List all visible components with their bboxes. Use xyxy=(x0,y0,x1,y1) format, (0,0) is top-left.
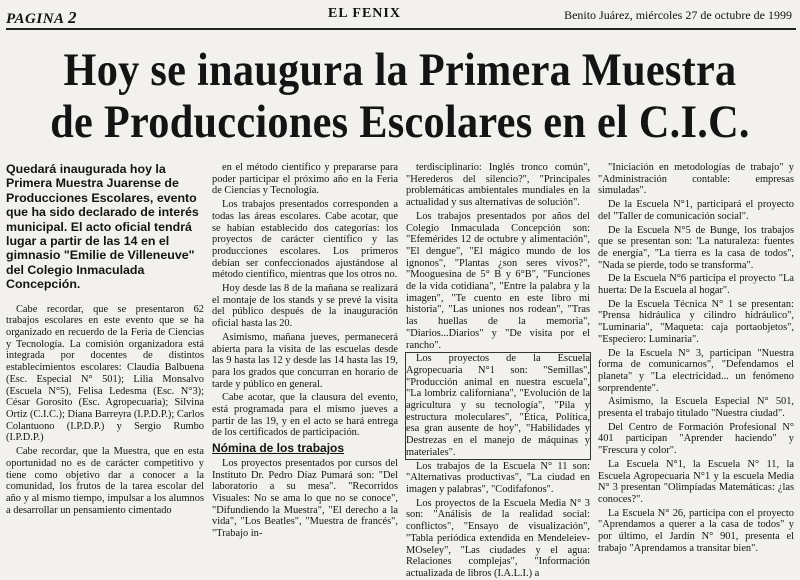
article-column-3 xyxy=(406,162,590,579)
article-column-4 xyxy=(598,162,794,554)
page-label-text: PAGINA xyxy=(6,11,64,27)
paragraph: Hoy desde las 8 de la mañana se realizará el montaje de los stands y se prevé la visita del público después de la inauguración oficial hasta las 20. xyxy=(212,283,398,330)
paragraph: Del Centro de Formación Profesional N° 401 participan "Aprender haciendo" y "Frescura y color". xyxy=(598,421,794,457)
paragraph: Cabe recordar, que la Muestra, que en esta oportunidad no es de carácter competitivo y tiene como objetivo dar a conocer a la comunidad, los frutos de la tarea escolar del año y al mismo tiempo, impulsar a los alumnos a desarrollar un pensamiento cimentado xyxy=(6,446,204,516)
paragraph: La Escuela N°1, la Escuela N° 11, la Escuela Agropecuaria N°1 y la escuela Media N° 3 presentan "Olimpíadas Matemáticas: ¿las conoces?". xyxy=(598,458,794,505)
paragraph: Los trabajos presentados corresponden a todas las áreas escolares. Cabe acotar, que se habían establecido dos categorías: los proyectos de carácter científico y las producciones escolares. Los primeros debían ser confeccionados ajustándose al método científico, mientras que los otros no. xyxy=(212,199,398,281)
article-column-1 xyxy=(6,162,204,516)
headline xyxy=(0,44,800,148)
section-subhead-text: Nómina de los trabajos xyxy=(212,441,345,456)
paragraph: Cabe acotar, que la clausura del evento, está programada para el mismo jueves a partir de las 19, y en el acto se hará entrega de los certificados de participación. xyxy=(212,392,398,439)
dateline: Benito Juárez, miércoles 27 de octubre de 1999 xyxy=(564,8,792,22)
paragraph: Los proyectos de la Escuela Agropecuaria N°1 son: "Semillas", "Producción animal en nuestra escuela", "La lombriz californiana", "Evolución de la agricultura y su tecnología", "Pila y estructura moleculares", "Ética, Política, esa gran ausente de hoy", "Habilidades y Destrezas en el manejo de máquinas y materiales". xyxy=(406,353,590,458)
paragraph: De la Escuela N° 3, participan "Nuestra forma de comunicarnos", "Defendamos el planeta" y "La electricidad... un fenómeno sorprendente". xyxy=(598,347,794,394)
paragraph: Los proyectos presentados por cursos del Instituto Dr. Pedro Díaz Pumará son: "Del laboratorio a su mesa". "Recorridos Visuales: No se ama lo que no se conoce", "Difundiendo la Muestra", "El derecho a la vida", "Los Beatles", "Muestra de francés", "Trabajo in- xyxy=(212,457,398,540)
headline-line-2: de Producciones Escolares en el C.I.C. xyxy=(50,96,750,148)
paragraph: Los proyectos de la Escuela Media N° 3 son: "Análisis de la realidad social: conflictos", "Ensayo de visualización", "Tabla periódica extendida en Mendeleiev-MOseley", "Las ciudades y el agua: Relaciones complejas", "Información actualizada de libros (I.A.L.I.) a xyxy=(406,497,590,579)
paragraph: "Iniciación en metodologías de trabajo" y "Administración contable: empresas simuladas". xyxy=(598,162,794,197)
page-label xyxy=(6,8,77,28)
paragraph: en el método científico y prepararse para poder participar el próximo año en la Feria de Ciencias y Tecnología. xyxy=(212,162,398,197)
newspaper-name: EL FENIX xyxy=(328,6,401,21)
masthead-rule xyxy=(6,28,796,30)
paragraph: terdisciplinario: Inglés tronco común", "Herederos del silencio?", "Principales problemáticas ambientales mundiales en la actualidad y sus alternativas de solución". xyxy=(406,162,590,209)
paragraph: Cabe recordar, que se presentaron 62 trabajos escolares en este evento que se ha organizado en recuerdo de la Feria de Ciencias y Tecnología. La comisión organizadora está integrada por docentes de distintos establecimientos escolares: Claudia Balbuena (Esc. Especial N° 501); Lilia Monsalvo (Escuela N°5), Felisa Ledesma (Esc. N°3); César Gorosito (Esc. Agropecuaria); Silvina Ortiz (C.I.C.); Diana Barreyra (I.P.D.P.); Carlos Colantuono (I.P.D.P.) y Sergio Rumbo (I.P.D.P.) xyxy=(6,303,204,444)
paragraph: De la Escuela Técnica N° 1 se presentan: "Prensa hidráulica y cilindro hidráulico", "Luminaria", "Maqueta: caja portaobjetos", "Especiero: Luminaria". xyxy=(598,298,794,345)
paragraph: De la Escuela N°5 de Bunge, los trabajos que se presentan son: 'La naturaleza: fuentes de energía", "La tierra es la casa de todos", "Nada se pierde, todo se transforma". xyxy=(598,224,794,271)
paragraph: Asimismo, la Escuela Especial N° 501, presenta el trabajo titulado "Nuestra ciudad". xyxy=(598,396,794,420)
paragraph: Los trabajos de la Escuela N° 11 son: "Alternativas productivas", "La ciudad en imagen y palabras", "Codifafonos". xyxy=(406,460,590,495)
page-number: 2 xyxy=(67,8,77,27)
section-subhead xyxy=(212,443,398,455)
paragraph: De la Escuela N°6 participa el proyecto "La huerta: De la Escuela al hogar". xyxy=(598,273,794,297)
article-column-2 xyxy=(212,162,398,540)
paragraph: De la Escuela N°1, participará el proyecto del "Taller de comunicación social". xyxy=(598,199,794,222)
headline-line-1: Hoy se inaugura la Primera Muestra xyxy=(63,44,737,96)
paragraph: Los trabajos presentados por años del Colegio Inmaculada Concepción son: "Efemérides 12 de octubre y alimentación", "El dengue", "El mágico mundo de los ignonos", "Plantas ¿son seres vivos?", "Mooguesina de 5° B y 6°B", "Funciones de la vida cotidiana", "Entre la palabra y la imagen", "Te cuento en este libro mi historia", "Las uniones nos rodean", "Tras las huellas de la memoria", "Diarios...Diarios" y "De visita por el rancho". xyxy=(406,210,590,351)
paragraph: Asimismo, mañana jueves, permanecerá abierta para la visita de las escuelas desde las 9 hasta las 12 y desde las 14 hasta las 19, para los grados que concurran en horario de tarde y público en general. xyxy=(212,331,398,390)
lead-paragraph: Quedará inaugurada hoy la Primera Muestra Juarense de Producciones Escolares, evento que ha sido declarado de interés municipal. El acto oficial tendrá lugar a partir de las 14 en el gimnasio "Emilie de Villeneuve" del Colegio Inmaculada Concepción. xyxy=(6,162,199,292)
masthead xyxy=(0,0,800,28)
paragraph: La Escuela N° 26, participa con el proyecto "Aprendamos a querer a la casa de todos" y por último, el Jardín N° 901, presenta el trabajo "Aprendamos a transitar bien". xyxy=(598,507,794,554)
